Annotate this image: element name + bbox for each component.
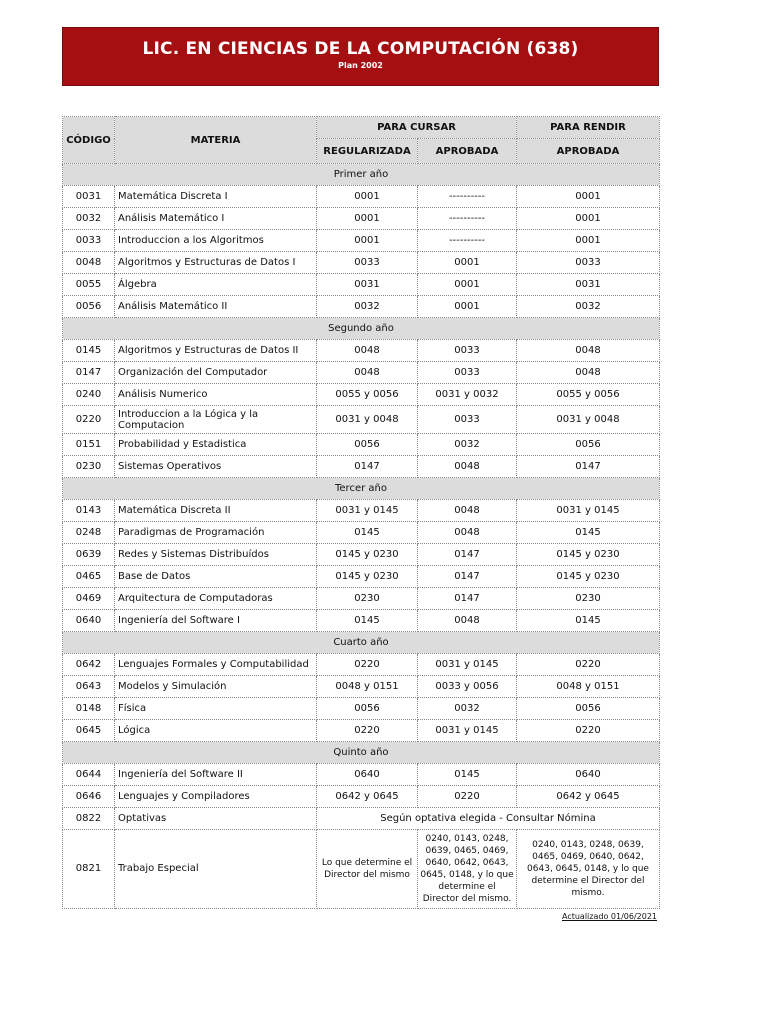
table-row bbox=[63, 676, 660, 698]
course-code: 0055 bbox=[63, 274, 115, 296]
regularizada-value: Lo que determine el Director del mismo bbox=[317, 830, 418, 909]
regularizada-value: 0033 bbox=[317, 252, 418, 274]
course-name: Ingeniería del Software II bbox=[115, 764, 317, 786]
table-row bbox=[63, 384, 660, 406]
course-name: Análisis Matemático I bbox=[115, 208, 317, 230]
course-code: 0151 bbox=[63, 434, 115, 456]
aprobada-value: 0031 y 0145 bbox=[418, 654, 517, 676]
header-codigo: CÓDIGO bbox=[63, 117, 115, 164]
aprobada-value: 0033 y 0056 bbox=[418, 676, 517, 698]
year-label: Quinto año bbox=[63, 742, 660, 764]
rendir-aprobada-value: 0032 bbox=[517, 296, 660, 318]
course-name: Introduccion a los Algoritmos bbox=[115, 230, 317, 252]
course-name: Análisis Matemático II bbox=[115, 296, 317, 318]
course-code: 0240 bbox=[63, 384, 115, 406]
course-name: Modelos y Simulación bbox=[115, 676, 317, 698]
course-name: Lenguajes Formales y Computabilidad bbox=[115, 654, 317, 676]
year-section-row bbox=[63, 478, 660, 500]
table-row bbox=[63, 434, 660, 456]
rendir-aprobada-value: 0001 bbox=[517, 230, 660, 252]
aprobada-value: 0033 bbox=[418, 406, 517, 434]
regularizada-value: 0001 bbox=[317, 208, 418, 230]
year-section-row bbox=[63, 318, 660, 340]
year-label: Segundo año bbox=[63, 318, 660, 340]
course-code: 0147 bbox=[63, 362, 115, 384]
regularizada-value: 0145 y 0230 bbox=[317, 566, 418, 588]
regularizada-value: 0147 bbox=[317, 456, 418, 478]
course-code: 0465 bbox=[63, 566, 115, 588]
regularizada-value: 0031 y 0145 bbox=[317, 500, 418, 522]
course-code: 0056 bbox=[63, 296, 115, 318]
regularizada-value: 0032 bbox=[317, 296, 418, 318]
rendir-aprobada-value: 0056 bbox=[517, 434, 660, 456]
rendir-aprobada-value: 0001 bbox=[517, 208, 660, 230]
aprobada-value: 0048 bbox=[418, 456, 517, 478]
course-code: 0032 bbox=[63, 208, 115, 230]
course-name: Probabilidad y Estadistica bbox=[115, 434, 317, 456]
table-row bbox=[63, 698, 660, 720]
regularizada-value: 0145 y 0230 bbox=[317, 544, 418, 566]
aprobada-value: 0240, 0143, 0248, 0639, 0465, 0469, 0640, 0642, 0643, 0645, 0148, y lo que determine el Director del mismo. bbox=[418, 830, 517, 909]
course-code: 0469 bbox=[63, 588, 115, 610]
course-name: Arquitectura de Computadoras bbox=[115, 588, 317, 610]
title-banner bbox=[62, 27, 659, 86]
regularizada-value: 0001 bbox=[317, 186, 418, 208]
course-name: Base de Datos bbox=[115, 566, 317, 588]
rendir-aprobada-value: 0048 y 0151 bbox=[517, 676, 660, 698]
rendir-aprobada-value: 0240, 0143, 0248, 0639, 0465, 0469, 0640, 0642, 0643, 0645, 0148, y lo que determine el Director del mismo. bbox=[517, 830, 660, 909]
table-row bbox=[63, 252, 660, 274]
year-section-row bbox=[63, 632, 660, 654]
rendir-aprobada-value: 0145 bbox=[517, 522, 660, 544]
table-row bbox=[63, 500, 660, 522]
regularizada-value: 0145 bbox=[317, 522, 418, 544]
rendir-aprobada-value: 0001 bbox=[517, 186, 660, 208]
aprobada-value: 0031 y 0032 bbox=[418, 384, 517, 406]
course-code: 0220 bbox=[63, 406, 115, 434]
aprobada-value: ---------- bbox=[418, 186, 517, 208]
page-subtitle: Plan 2002 bbox=[338, 61, 383, 70]
table-row bbox=[63, 588, 660, 610]
rendir-aprobada-value: 0031 y 0048 bbox=[517, 406, 660, 434]
table-row bbox=[63, 720, 660, 742]
regularizada-value: 0001 bbox=[317, 230, 418, 252]
aprobada-value: 0032 bbox=[418, 698, 517, 720]
course-code: 0230 bbox=[63, 456, 115, 478]
aprobada-value: 0032 bbox=[418, 434, 517, 456]
rendir-aprobada-value: 0055 y 0056 bbox=[517, 384, 660, 406]
optativas-note: Según optativa elegida - Consultar Nómina bbox=[317, 808, 660, 830]
aprobada-value: 0033 bbox=[418, 362, 517, 384]
rendir-aprobada-value: 0220 bbox=[517, 720, 660, 742]
table-row bbox=[63, 406, 660, 434]
course-name: Matemática Discreta II bbox=[115, 500, 317, 522]
course-code: 0148 bbox=[63, 698, 115, 720]
course-code: 0145 bbox=[63, 340, 115, 362]
aprobada-value: 0001 bbox=[418, 252, 517, 274]
table-row bbox=[63, 764, 660, 786]
course-code: 0248 bbox=[63, 522, 115, 544]
table-row bbox=[63, 566, 660, 588]
aprobada-value: ---------- bbox=[418, 208, 517, 230]
regularizada-value: 0048 y 0151 bbox=[317, 676, 418, 698]
rendir-aprobada-value: 0145 y 0230 bbox=[517, 544, 660, 566]
table-body bbox=[63, 164, 660, 909]
course-name: Algoritmos y Estructuras de Datos II bbox=[115, 340, 317, 362]
aprobada-value: 0147 bbox=[418, 588, 517, 610]
rendir-aprobada-value: 0147 bbox=[517, 456, 660, 478]
header-para-cursar: PARA CURSAR bbox=[317, 117, 517, 139]
rendir-aprobada-value: 0048 bbox=[517, 340, 660, 362]
course-code: 0031 bbox=[63, 186, 115, 208]
aprobada-value: 0147 bbox=[418, 544, 517, 566]
course-name: Sistemas Operativos bbox=[115, 456, 317, 478]
course-name: Matemática Discreta I bbox=[115, 186, 317, 208]
regularizada-value: 0031 y 0048 bbox=[317, 406, 418, 434]
page-title: LIC. EN CIENCIAS DE LA COMPUTACIÓN (638) bbox=[142, 39, 579, 59]
course-name: Trabajo Especial bbox=[115, 830, 317, 909]
table-row bbox=[63, 786, 660, 808]
rendir-aprobada-value: 0220 bbox=[517, 654, 660, 676]
aprobada-value: 0001 bbox=[418, 296, 517, 318]
header-regularizada: REGULARIZADA bbox=[317, 139, 418, 164]
course-code: 0646 bbox=[63, 786, 115, 808]
course-code: 0642 bbox=[63, 654, 115, 676]
correlatividades-table bbox=[62, 116, 660, 909]
year-label: Cuarto año bbox=[63, 632, 660, 654]
regularizada-value: 0230 bbox=[317, 588, 418, 610]
header-aprobada-rendir: APROBADA bbox=[517, 139, 660, 164]
table-row bbox=[63, 654, 660, 676]
rendir-aprobada-value: 0145 bbox=[517, 610, 660, 632]
regularizada-value: 0145 bbox=[317, 610, 418, 632]
table-row bbox=[63, 610, 660, 632]
course-name: Álgebra bbox=[115, 274, 317, 296]
regularizada-value: 0055 y 0056 bbox=[317, 384, 418, 406]
rendir-aprobada-value: 0031 y 0145 bbox=[517, 500, 660, 522]
optativas-row bbox=[63, 808, 660, 830]
rendir-aprobada-value: 0642 y 0645 bbox=[517, 786, 660, 808]
aprobada-value: 0048 bbox=[418, 500, 517, 522]
year-label: Primer año bbox=[63, 164, 660, 186]
course-code: 0033 bbox=[63, 230, 115, 252]
aprobada-value: 0220 bbox=[418, 786, 517, 808]
regularizada-value: 0056 bbox=[317, 698, 418, 720]
regularizada-value: 0640 bbox=[317, 764, 418, 786]
rendir-aprobada-value: 0048 bbox=[517, 362, 660, 384]
aprobada-value: 0048 bbox=[418, 522, 517, 544]
year-section-row bbox=[63, 742, 660, 764]
course-name: Ingeniería del Software I bbox=[115, 610, 317, 632]
rendir-aprobada-value: 0056 bbox=[517, 698, 660, 720]
aprobada-value: 0031 y 0145 bbox=[418, 720, 517, 742]
header-aprobada: APROBADA bbox=[418, 139, 517, 164]
year-label: Tercer año bbox=[63, 478, 660, 500]
regularizada-value: 0220 bbox=[317, 720, 418, 742]
table-row bbox=[63, 522, 660, 544]
course-code: 0644 bbox=[63, 764, 115, 786]
course-code: 0643 bbox=[63, 676, 115, 698]
rendir-aprobada-value: 0033 bbox=[517, 252, 660, 274]
course-name: Introduccion a la Lógica y la Computacion bbox=[115, 406, 317, 434]
course-name: Paradigmas de Programación bbox=[115, 522, 317, 544]
table-row bbox=[63, 362, 660, 384]
course-code: 0639 bbox=[63, 544, 115, 566]
table-row bbox=[63, 340, 660, 362]
course-code: 0821 bbox=[63, 830, 115, 909]
aprobada-value: 0048 bbox=[418, 610, 517, 632]
course-code: 0143 bbox=[63, 500, 115, 522]
aprobada-value: ---------- bbox=[418, 230, 517, 252]
header-para-rendir: PARA RENDIR bbox=[517, 117, 660, 139]
regularizada-value: 0642 y 0645 bbox=[317, 786, 418, 808]
table-row bbox=[63, 544, 660, 566]
course-name: Lenguajes y Compiladores bbox=[115, 786, 317, 808]
course-name: Física bbox=[115, 698, 317, 720]
regularizada-value: 0048 bbox=[317, 340, 418, 362]
regularizada-value: 0220 bbox=[317, 654, 418, 676]
table-row bbox=[63, 208, 660, 230]
rendir-aprobada-value: 0145 y 0230 bbox=[517, 566, 660, 588]
rendir-aprobada-value: 0640 bbox=[517, 764, 660, 786]
rendir-aprobada-value: 0031 bbox=[517, 274, 660, 296]
table-row bbox=[63, 296, 660, 318]
course-name: Algoritmos y Estructuras de Datos I bbox=[115, 252, 317, 274]
aprobada-value: 0001 bbox=[418, 274, 517, 296]
course-code: 0640 bbox=[63, 610, 115, 632]
table-row bbox=[63, 274, 660, 296]
regularizada-value: 0048 bbox=[317, 362, 418, 384]
course-name: Lógica bbox=[115, 720, 317, 742]
header-materia: MATERIA bbox=[115, 117, 317, 164]
course-name: Análisis Numerico bbox=[115, 384, 317, 406]
trabajo-especial-row bbox=[63, 830, 660, 909]
updated-date: Actualizado 01/06/2021 bbox=[561, 912, 657, 921]
regularizada-value: 0031 bbox=[317, 274, 418, 296]
course-code: 0822 bbox=[63, 808, 115, 830]
course-name: Redes y Sistemas Distribuídos bbox=[115, 544, 317, 566]
rendir-aprobada-value: 0230 bbox=[517, 588, 660, 610]
aprobada-value: 0145 bbox=[418, 764, 517, 786]
table-row bbox=[63, 456, 660, 478]
course-code: 0645 bbox=[63, 720, 115, 742]
table-row bbox=[63, 230, 660, 252]
table-row bbox=[63, 186, 660, 208]
course-code: 0048 bbox=[63, 252, 115, 274]
regularizada-value: 0056 bbox=[317, 434, 418, 456]
aprobada-value: 0033 bbox=[418, 340, 517, 362]
course-name: Organización del Computador bbox=[115, 362, 317, 384]
aprobada-value: 0147 bbox=[418, 566, 517, 588]
year-section-row bbox=[63, 164, 660, 186]
course-name: Optativas bbox=[115, 808, 317, 830]
